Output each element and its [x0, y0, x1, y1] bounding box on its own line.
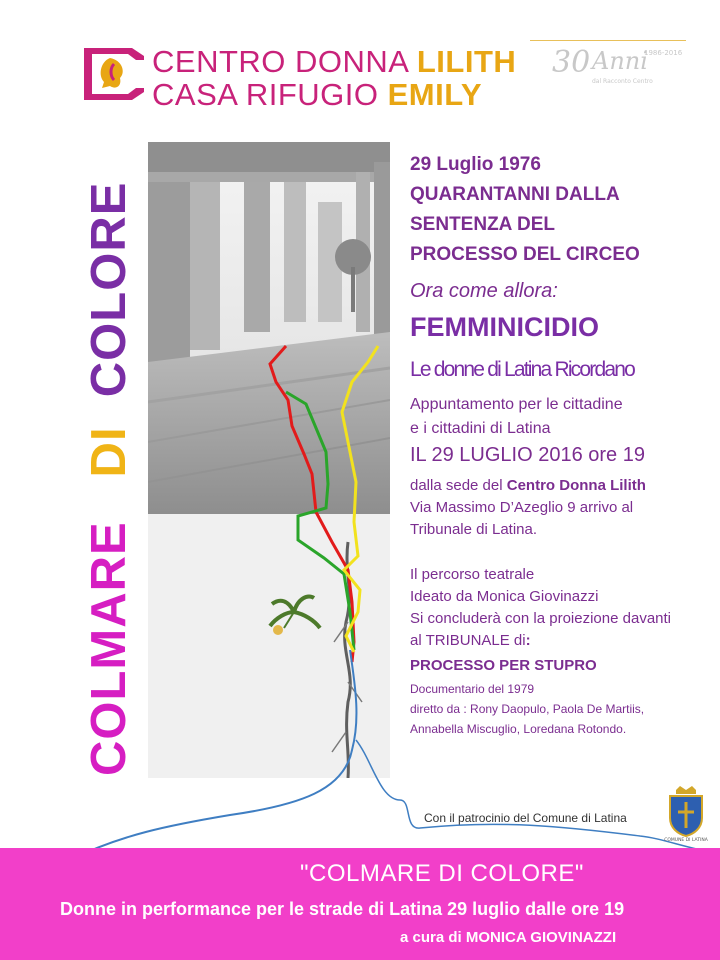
directors-line-2: Annabella Miscuglio, Loredana Rotondo.	[410, 722, 627, 736]
footer-line-2: Donne in performance per le strade di Latina 29 luglio dalle ore 19	[60, 899, 625, 919]
theatre-line-1: Il percorso teatrale	[410, 566, 535, 583]
headline-line-2: QUARANTANNI DALLA	[410, 184, 620, 205]
vertical-title-word-3: COLORE	[82, 181, 136, 398]
patronage-text: Con il patrocinio del Comune di Latina	[424, 811, 627, 825]
main-headline: FEMMINICIDIO	[410, 312, 599, 342]
anniversary-rule	[530, 40, 686, 41]
theatre-line-3: Si concluderà con la proiezione davanti	[410, 610, 671, 627]
film-title: PROCESSO PER STUPRO	[410, 657, 597, 674]
anniversary-number: 30	[552, 45, 591, 80]
appointment-line-1: Appuntamento per le cittadine	[410, 396, 623, 413]
footer-credit: a cura di MONICA GIOVINAZZI	[400, 929, 617, 946]
courthouse-wall-photo-icon	[148, 142, 390, 778]
anniversary-years: 1986-2016	[644, 49, 683, 57]
directors-line-1: diretto da : Rony Daopulo, Paola De Martiis,	[410, 702, 645, 716]
vertical-title-word-2: DI	[82, 426, 136, 478]
address-line: Via Massimo D’Azeglio 9 arrivo al	[410, 499, 634, 516]
anniversary-logo	[552, 46, 692, 92]
logo-line-1: CENTRO DONNA LILITH	[152, 44, 517, 79]
footer-title: "COLMARE DI COLORE"	[300, 860, 584, 887]
comune-di-latina-crest-icon	[662, 784, 710, 842]
svg-text:COMUNE DI LATINA: COMUNE DI LATINA	[664, 838, 708, 842]
appointment-line-2: e i cittadini di Latina	[410, 420, 551, 437]
centro-donna-lilith-logo-icon	[80, 42, 150, 106]
headline-line-3: SENTENZA DEL	[410, 214, 555, 235]
theatre-line-4: al TRIBUNALE di:	[410, 632, 531, 649]
vertical-title	[82, 181, 136, 776]
anniversary-subtitle: dal Racconto Centro	[592, 78, 653, 85]
venue-line: dalla sede del Centro Donna Lilith	[410, 477, 646, 494]
tagline: Ora come allora:	[410, 280, 558, 302]
event-date: IL 29 LUGLIO 2016 ore 19	[410, 444, 645, 466]
headline-line-4: PROCESSO DEL CIRCEO	[410, 244, 640, 265]
event-original-date: 29 Luglio 1976	[410, 154, 541, 175]
theatre-line-2: Ideato da Monica Giovinazzi	[410, 588, 599, 605]
arrival-line: Tribunale di Latina.	[410, 521, 538, 538]
film-meta: Documentario del 1979	[410, 682, 535, 696]
logo-line-2: CASA RIFUGIO EMILY	[152, 77, 482, 112]
subheadline: Le donne di Latina Ricordano	[410, 358, 634, 381]
vertical-title-word-1: COLMARE	[82, 521, 136, 776]
anniversary-word: Anni	[592, 47, 648, 75]
